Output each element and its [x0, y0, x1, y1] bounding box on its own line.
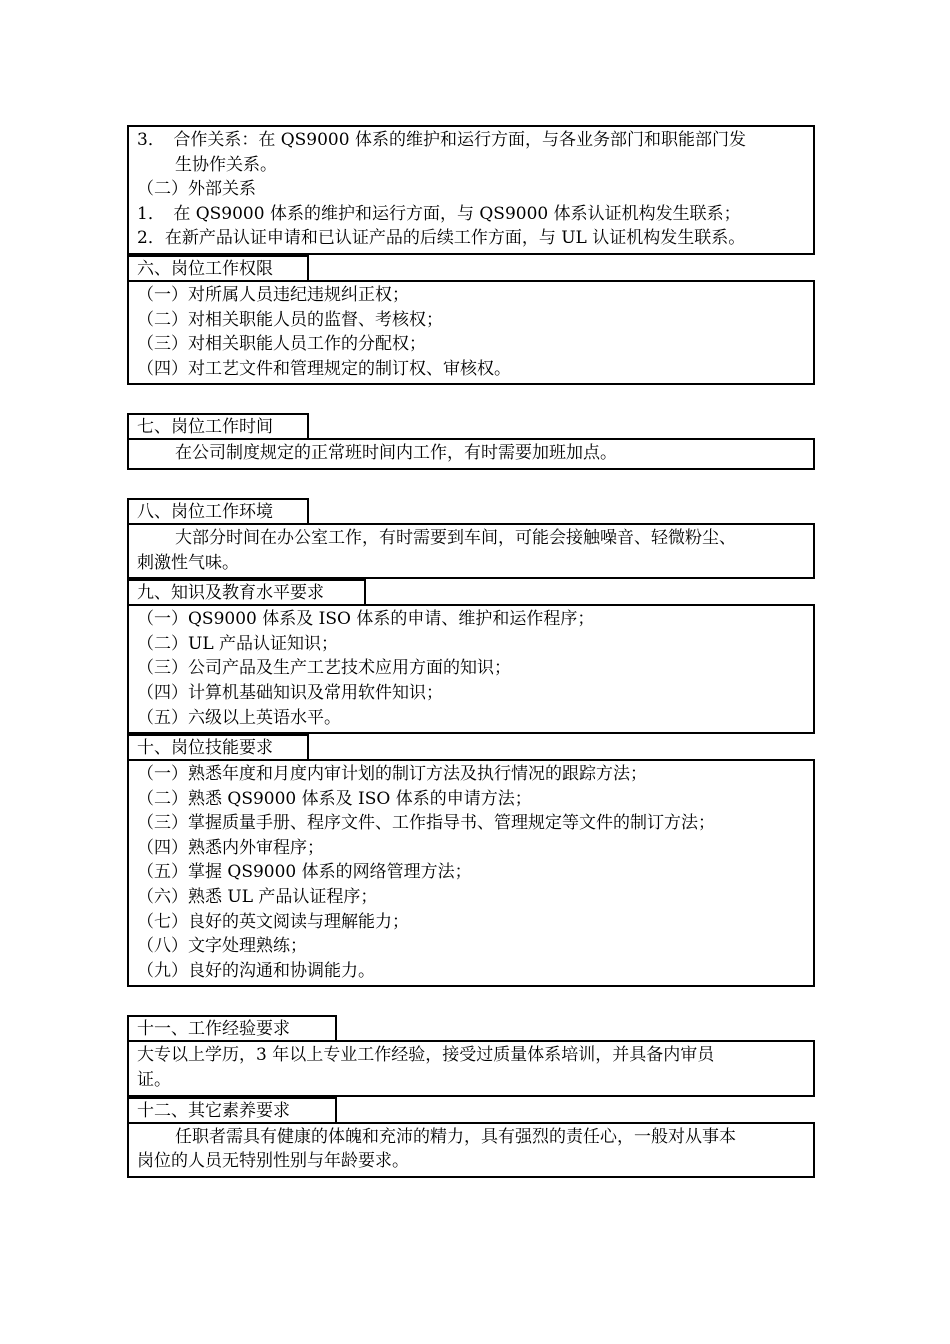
quality-text-cont: 岗位的人员无特别性别与年龄要求。 — [137, 1151, 409, 1172]
skill-item: （六）熟悉 UL 产品认证程序； — [137, 887, 378, 908]
environment-text-cont: 刺激性气味。 — [137, 552, 239, 573]
skill-item: （四）熟悉内外审程序； — [137, 837, 324, 858]
relations-block — [127, 125, 815, 255]
section-7-body — [127, 438, 815, 470]
section-9-body — [127, 604, 815, 734]
authority-item: （三）对相关职能人员工作的分配权； — [137, 334, 426, 355]
section-9-header: 九、知识及教育水平要求 — [127, 579, 366, 604]
skill-item: （五）掌握 QS9000 体系的网络管理方法； — [137, 862, 472, 883]
external-relations-title: （二）外部关系 — [137, 179, 256, 200]
authority-item: （四）对工艺文件和管理规定的制订权、审核权。 — [137, 358, 511, 379]
section-6-body — [127, 280, 815, 385]
skill-item: （二）熟悉 QS9000 体系及 ISO 体系的申请方法； — [137, 788, 532, 809]
quality-text: 任职者需具有健康的体魄和充沛的精力，具有强烈的责任心，一般对从事本 — [175, 1126, 736, 1147]
document-page — [127, 125, 815, 1178]
skill-item: （九）良好的沟通和协调能力。 — [137, 960, 375, 981]
section-12-header: 十二、其它素养要求 — [127, 1097, 337, 1122]
cooperation-line-cont: 生协作关系。 — [175, 154, 277, 175]
skill-item: （七）良好的英文阅读与理解能力； — [137, 911, 409, 932]
knowledge-item: （一）QS9000 体系及 ISO 体系的申请、维护和运作程序； — [137, 609, 595, 630]
cooperation-line: 3． 合作关系：在 QS9000 体系的维护和运行方面，与各业务部门和职能部门发 — [137, 130, 746, 150]
section-12-body — [127, 1122, 815, 1178]
skill-item: （一）熟悉年度和月度内审计划的制订方法及执行情况的跟踪方法； — [137, 764, 647, 785]
section-8-body — [127, 523, 815, 579]
knowledge-item: （四）计算机基础知识及常用软件知识； — [137, 682, 443, 703]
authority-item: （一）对所属人员违纪违规纠正权； — [137, 284, 409, 305]
knowledge-item: （三）公司产品及生产工艺技术应用方面的知识； — [137, 658, 511, 679]
knowledge-item: （二）UL 产品认证知识； — [137, 633, 339, 654]
section-6-header: 六、岗位工作权限 — [127, 255, 309, 280]
section-11-body — [127, 1040, 815, 1096]
section-7-header: 七、岗位工作时间 — [127, 413, 309, 438]
skill-item: （八）文字处理熟练； — [137, 936, 307, 957]
work-time-text: 在公司制度规定的正常班时间内工作，有时需要加班加点。 — [175, 443, 617, 464]
experience-text: 大专以上学历，3 年以上专业工作经验，接受过质量体系培训，并具备内审员 — [137, 1045, 715, 1066]
experience-text-cont: 证。 — [137, 1070, 171, 1091]
external-relation-1: 1． 在 QS9000 体系的维护和运行方面，与 QS9000 体系认证机构发生联系； — [137, 203, 741, 224]
section-10-header: 十、岗位技能要求 — [127, 734, 309, 759]
authority-item: （二）对相关职能人员的监督、考核权； — [137, 309, 443, 330]
section-11-header: 十一、工作经验要求 — [127, 1015, 337, 1040]
skill-item: （三）掌握质量手册、程序文件、工作指导书、管理规定等文件的制订方法； — [137, 813, 715, 834]
environment-text: 大部分时间在办公室工作，有时需要到车间，可能会接触噪音、轻微粉尘、 — [175, 527, 736, 548]
external-relation-2: 2．在新产品认证申请和已认证产品的后续工作方面，与 UL 认证机构发生联系。 — [137, 228, 746, 249]
section-10-body — [127, 759, 815, 987]
knowledge-item: （五）六级以上英语水平。 — [137, 707, 341, 728]
section-8-header: 八、岗位工作环境 — [127, 498, 309, 523]
